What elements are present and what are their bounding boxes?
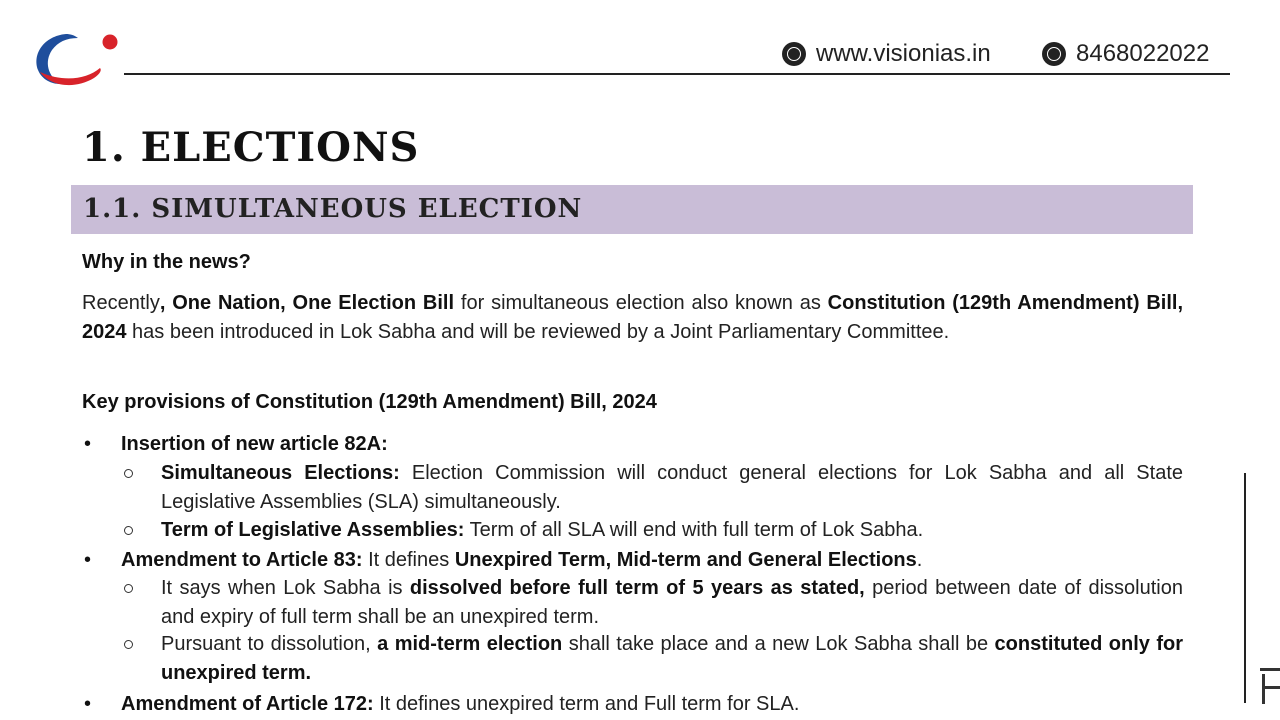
sub-bullet-marker <box>124 469 133 478</box>
bullet-article-83: Amendment to Article 83: It defines Unexpired Term, Mid-term and General Elections. <box>121 549 923 571</box>
margin-line <box>1244 473 1246 703</box>
why-heading: Why in the news? <box>82 251 251 273</box>
sub-bullet-term-assemblies: Term of Legislative Assemblies: Term of all SLA will end with full term of Lok Sabha. <box>161 519 924 541</box>
website-contact[interactable] <box>782 38 991 70</box>
header-divider <box>124 73 1230 75</box>
globe-icon <box>782 42 806 66</box>
phone-icon <box>1042 42 1066 66</box>
sub-bullet-marker <box>124 526 133 535</box>
sub-bullet-marker <box>124 584 133 593</box>
website-text[interactable]: www.visionias.in <box>816 40 991 67</box>
phone-text[interactable]: 8468022022 <box>1076 40 1210 67</box>
sub-bullet-marker <box>124 640 133 649</box>
bullet-article-82a: Insertion of new article 82A: <box>121 433 388 455</box>
bullet-marker: • <box>84 549 92 571</box>
section-band <box>71 185 1193 234</box>
chapter-title: 1. ELECTIONS <box>82 124 420 171</box>
bullet-marker: • <box>84 433 92 455</box>
sub-bullet-mid-term-election: Pursuant to dissolution, a mid-term election shall take place and a new Lok Sabha shall be constituted only for unexpired term. <box>161 633 1183 684</box>
intro-paragraph: Recently, One Nation, One Election Bill for simultaneous election also known as Constitution (129th Amendment) Bill, 2024 has been introduced in Lok Sabha and will be reviewed by a Joint Parliamentary Committee. <box>82 292 1183 343</box>
phone-contact[interactable] <box>1042 38 1209 70</box>
sub-bullet-dissolution: It says when Lok Sabha is dissolved before full term of 5 years as stated, period between date of dissolution and expiry of full term shall be an unexpired term. <box>161 577 1183 628</box>
edge-mark <box>1262 674 1265 704</box>
bullet-article-172: Amendment of Article 172: It defines unexpired term and Full term for SLA. <box>121 693 800 715</box>
sub-bullet-simultaneous-elections: Simultaneous Elections: Election Commission will conduct general elections for Lok Sabha and all State Legislative Assemblies (SLA) simultaneously. <box>161 462 1183 513</box>
edge-mark <box>1260 668 1280 671</box>
bullet-marker: • <box>84 693 92 715</box>
section-title: 1.1. SIMULTANEOUS ELECTION <box>83 194 583 224</box>
vision-ias-logo <box>30 26 126 92</box>
provisions-heading: Key provisions of Constitution (129th Amendment) Bill, 2024 <box>82 391 657 413</box>
